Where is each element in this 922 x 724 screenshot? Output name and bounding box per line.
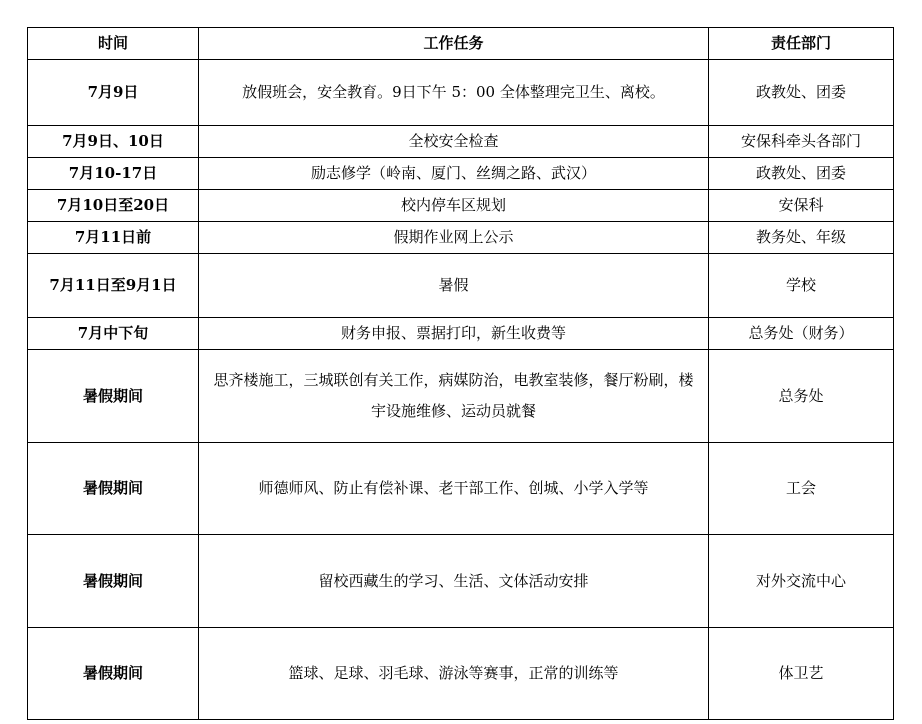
row-task: 全校安全检查 (199, 126, 709, 158)
table-row (28, 318, 894, 350)
table-row (28, 158, 894, 190)
row-time: 7月10-17日 (28, 158, 199, 190)
row-time: 暑假期间 (28, 443, 199, 535)
row-dept: 安保科牵头各部门 (709, 126, 894, 158)
table-row (28, 126, 894, 158)
header-row (28, 28, 894, 60)
row-time: 7月9日 (28, 60, 199, 126)
row-dept: 体卫艺 (709, 628, 894, 720)
row-task: 暑假 (199, 254, 709, 318)
row-time: 7月11日至9月1日 (28, 254, 199, 318)
header-time: 时间 (28, 28, 199, 60)
schedule-table (27, 27, 894, 720)
table-row (28, 628, 894, 720)
table-row (28, 222, 894, 254)
row-dept: 教务处、年级 (709, 222, 894, 254)
row-time: 7月9日、10日 (28, 126, 199, 158)
row-dept: 学校 (709, 254, 894, 318)
row-time: 暑假期间 (28, 628, 199, 720)
row-dept: 安保科 (709, 190, 894, 222)
row-time: 7月中下旬 (28, 318, 199, 350)
row-task: 师德师风、防止有偿补课、老干部工作、创城、小学入学等 (199, 443, 709, 535)
row-task: 放假班会，安全教育。9日下午 5：00 全体整理完卫生、离校。 (199, 60, 709, 126)
row-task: 留校西藏生的学习、生活、文体活动安排 (199, 535, 709, 628)
row-task: 假期作业网上公示 (199, 222, 709, 254)
row-time: 7月11日前 (28, 222, 199, 254)
row-task: 篮球、足球、羽毛球、游泳等赛事，正常的训练等 (199, 628, 709, 720)
row-task: 校内停车区规划 (199, 190, 709, 222)
table-row (28, 535, 894, 628)
table-row (28, 60, 894, 126)
row-dept: 总务处 (709, 350, 894, 443)
row-dept: 工会 (709, 443, 894, 535)
row-dept: 对外交流中心 (709, 535, 894, 628)
row-dept: 政教处、团委 (709, 158, 894, 190)
table-row (28, 254, 894, 318)
row-task: 财务申报、票据打印，新生收费等 (199, 318, 709, 350)
row-dept: 政教处、团委 (709, 60, 894, 126)
row-task: 思齐楼施工，三城联创有关工作，病媒防治，电教室装修，餐厅粉刷，楼宇设施维修、运动员就餐 (199, 350, 709, 443)
row-time: 暑假期间 (28, 350, 199, 443)
row-task: 励志修学（岭南、厦门、丝绸之路、武汉） (199, 158, 709, 190)
row-dept: 总务处（财务） (709, 318, 894, 350)
table-row (28, 350, 894, 443)
row-time: 暑假期间 (28, 535, 199, 628)
row-time: 7月10日至20日 (28, 190, 199, 222)
header-dept: 责任部门 (709, 28, 894, 60)
table-row (28, 443, 894, 535)
table-row (28, 190, 894, 222)
header-task: 工作任务 (199, 28, 709, 60)
